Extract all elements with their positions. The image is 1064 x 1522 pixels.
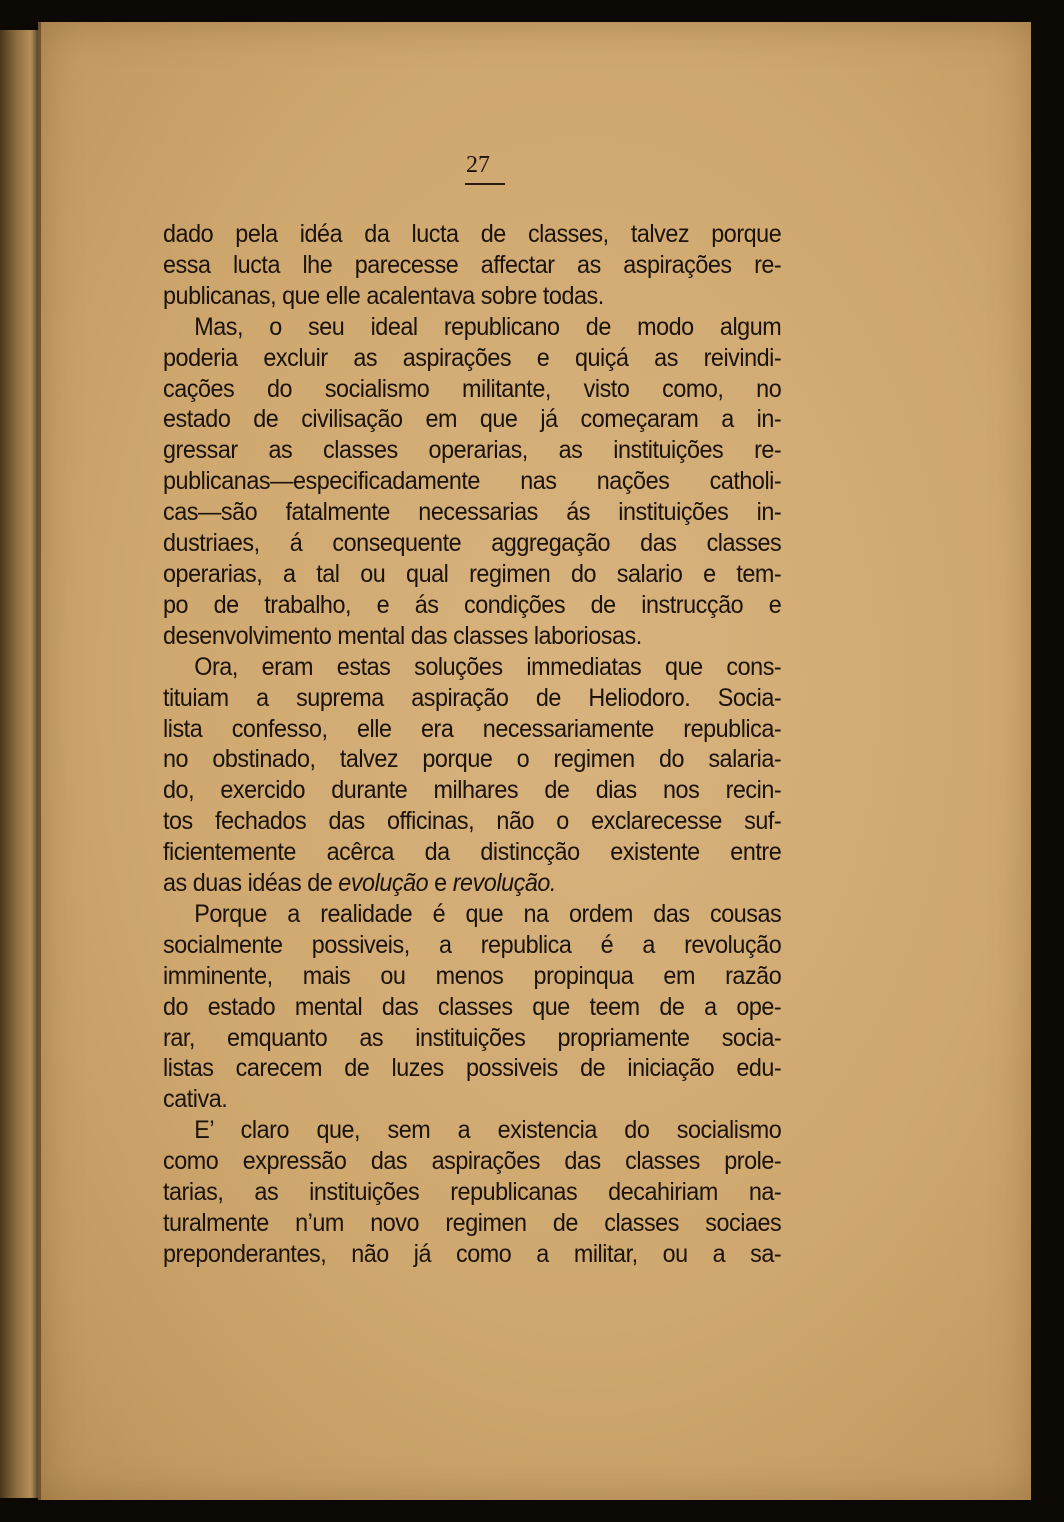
text-line-content: como expressão das aspirações das classes prole- bbox=[163, 1147, 782, 1176]
text-line-content: socialmente possiveis, a republica é a revolução bbox=[163, 930, 782, 959]
text-line bbox=[163, 528, 781, 559]
text-line-content: rar, emquanto as instituições propriamente socia- bbox=[163, 1023, 782, 1052]
text-line-content: desenvolvimento mental das classes laboriosas. bbox=[163, 621, 642, 650]
text-line-content: cações do socialismo militante, visto como, no bbox=[163, 374, 782, 403]
text-line bbox=[163, 281, 781, 312]
text-line bbox=[163, 837, 781, 868]
body-text bbox=[163, 219, 782, 1270]
text-line bbox=[163, 250, 781, 281]
text-line bbox=[163, 435, 781, 466]
text-line-content: tituiam a suprema aspiração de Heliodoro. Socia- bbox=[163, 683, 782, 712]
text-line-content: gressar as classes operarias, as instituições re- bbox=[163, 436, 782, 465]
text-line-content: Ora, eram estas soluções immediatas que cons- bbox=[194, 652, 782, 681]
text-line-content: Mas, o seu ideal republicano de modo algum bbox=[194, 312, 782, 341]
text-line-content: do estado mental das classes que teem de a ope- bbox=[163, 992, 782, 1021]
text-line bbox=[163, 1177, 781, 1208]
text-line-content: dado pela idéa da lucta de classes, talvez porque bbox=[163, 220, 782, 248]
text-line-content: publicanas—especificadamente nas nações catholi- bbox=[163, 467, 782, 496]
text-line bbox=[163, 899, 781, 930]
text-line bbox=[163, 930, 781, 961]
text-line bbox=[163, 1115, 781, 1146]
text-line bbox=[163, 312, 781, 343]
text-line-content: E’ claro que, sem a existencia do socialismo bbox=[194, 1116, 782, 1145]
text-line-content: lista confesso, elle era necessariamente republica- bbox=[163, 714, 782, 743]
text-line bbox=[163, 497, 781, 528]
text-line-content: essa lucta lhe parecesse affectar as aspirações re- bbox=[163, 250, 782, 279]
text-line bbox=[163, 1053, 781, 1084]
text-line-content: turalmente n’um novo regimen de classes sociaes bbox=[163, 1209, 782, 1237]
italic-term: revolução. bbox=[452, 869, 556, 898]
text-line bbox=[163, 621, 781, 652]
text-line-content: do, exercido durante milhares de dias nos recin- bbox=[163, 776, 782, 805]
page-number-rule bbox=[465, 183, 505, 185]
text-line bbox=[163, 1208, 781, 1239]
text-line bbox=[163, 590, 781, 621]
text-line-content: poderia excluir as aspirações e quiçá as reivindi- bbox=[163, 343, 782, 372]
text-line bbox=[163, 374, 781, 405]
text-line-content: publicanas, que elle acalentava sobre todas. bbox=[163, 281, 604, 310]
text-line bbox=[163, 559, 781, 590]
conjunction: e bbox=[434, 869, 447, 898]
text-line bbox=[163, 652, 781, 683]
text-line-content: po de trabalho, e ás condições de instrucção e bbox=[163, 590, 782, 619]
text-line bbox=[163, 992, 781, 1023]
text-line bbox=[163, 868, 781, 899]
text-line bbox=[163, 1146, 781, 1177]
text-line bbox=[163, 806, 781, 837]
text-line-content: tarias, as instituições republicanas decahiriam na- bbox=[163, 1178, 782, 1207]
text-line-content: cas—são fatalmente necessarias ás instituições in- bbox=[163, 498, 782, 527]
text-line bbox=[163, 219, 781, 250]
text-line-content: estado de civilisação em que já começaram a in- bbox=[163, 405, 782, 434]
page-number: 27 bbox=[466, 152, 490, 178]
text-line bbox=[163, 404, 781, 435]
text-line-content: ficientemente acêrca da distincção existente entre bbox=[163, 838, 782, 867]
text-line bbox=[163, 744, 781, 775]
text-line-content: preponderantes, não já como a militar, ou a sa- bbox=[163, 1239, 782, 1268]
text-line-content: as duas idéas de bbox=[163, 869, 333, 898]
text-line bbox=[163, 1023, 781, 1054]
text-line bbox=[163, 714, 781, 745]
text-line-content: dustriaes, á consequente aggregação das classes bbox=[163, 529, 782, 558]
text-line-content: no obstinado, talvez porque o regimen do salaria- bbox=[163, 745, 782, 774]
text-line-content: cativa. bbox=[163, 1085, 228, 1114]
text-line bbox=[163, 683, 781, 714]
text-line-content: Porque a realidade é que na ordem das cousas bbox=[194, 899, 782, 928]
text-line bbox=[163, 466, 781, 497]
text-line-content: imminente, mais ou menos propinqua em razão bbox=[163, 961, 782, 990]
italic-term: evolução bbox=[338, 869, 429, 898]
text-line bbox=[163, 775, 781, 806]
text-line bbox=[163, 1084, 781, 1115]
text-line-content: operarias, a tal ou qual regimen do salario e tem- bbox=[163, 559, 782, 588]
text-line-content: tos fechados das officinas, não o exclarecesse suf- bbox=[163, 807, 782, 836]
text-line bbox=[163, 343, 781, 374]
text-line bbox=[163, 1239, 781, 1270]
text-line bbox=[163, 961, 781, 992]
text-line-content: listas carecem de luzes possiveis de iniciação edu- bbox=[163, 1054, 782, 1083]
